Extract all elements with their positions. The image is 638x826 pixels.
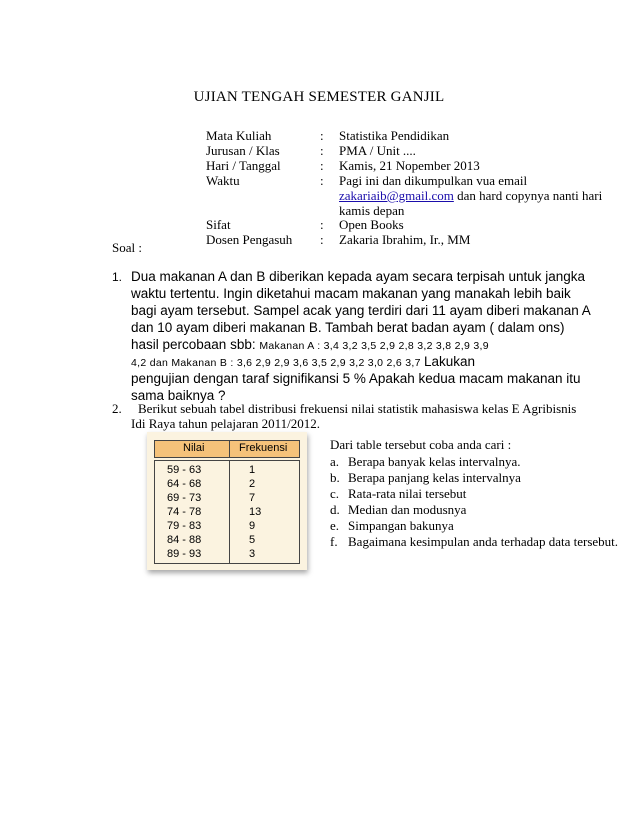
data-values-a: Makanan A : 3,4 3,2 3,5 2,9 2,8 3,2 3,8 2,9 3,9 [259,340,489,352]
info-value-cont-text: dan hard copynya nanti hari [453,188,603,203]
question-text-line: bagi ayam tersebut. Sampel acak yang terdiri dari 11 ayam diberi makanan A [131,303,591,318]
task-intro: Dari table tersebut coba anda cari : [330,437,512,452]
table-row [155,520,299,534]
task-text: Berapa panjang kelas intervalnya [348,470,521,485]
question-number: 1. [112,270,123,284]
info-label: Dosen Pengasuh [206,232,293,247]
table-cell-nilai: 69 - 73 [167,492,202,504]
table-cell-nilai: 64 - 68 [167,478,202,490]
table-cell-frekuensi: 13 [249,506,262,518]
question-text-line: pengujian dengan taraf signifikansi 5 % Apakah kedua macam makanan itu [131,371,581,386]
info-value-cont [339,188,602,203]
page-title: UJIAN TENGAH SEMESTER GANJIL [193,89,445,105]
data-values-b: 4,2 dan Makanan B : 3,6 2,9 2,9 3,6 3,5 2,9 3,2 3,0 2,6 3,7 [131,357,424,369]
info-colon: : [320,158,324,173]
question-text: hasil percobaan sbb: [131,337,260,352]
table-row [155,506,299,520]
task-letter: f. [330,534,338,549]
question-text-line: Dua makanan A dan B diberikan kepada ayam secara terpisah untuk jangka [131,269,586,284]
question-text-line: dan 10 ayam diberi makanan B. Tambah berat badan ayam ( dalam ons) [131,320,565,335]
table-cell-nilai: 74 - 78 [167,506,202,518]
task-letter: c. [330,486,340,501]
info-value: Kamis, 21 Nopember 2013 [339,158,480,173]
table-cell-frekuensi: 3 [249,548,256,560]
info-value: Open Books [339,217,404,232]
table-row [155,464,299,478]
info-value-cont2: kamis depan [339,203,405,218]
table-row [155,492,299,506]
task-text: Rata-rata nilai tersebut [348,486,467,501]
info-colon: : [320,128,324,143]
info-label: Waktu [206,173,240,188]
info-value: Zakaria Ibrahim, Ir., MM [339,232,471,247]
question-text-line: sama baiknya ? [131,388,226,403]
info-value: Statistika Pendidikan [339,128,450,143]
question-text-line: Berikut sebuah tabel distribusi frekuensi nilai statistik mahasiswa kelas E Agribisnis [138,401,577,416]
table-cell-nilai: 59 - 63 [167,464,202,476]
question-text-line: Idi Raya tahun pelajaran 2011/2012. [131,416,321,431]
task-text: Simpangan bakunya [348,518,454,533]
task-letter: e. [330,518,340,533]
info-colon: : [320,143,324,158]
task-text: Median dan modusnya [348,502,467,517]
info-colon: : [320,217,324,232]
table-header [154,440,300,458]
info-value: PMA / Unit .... [339,143,416,158]
info-label: Mata Kuliah [206,128,272,143]
question-number: 2. [112,401,122,416]
info-colon: : [320,232,324,247]
info-label: Hari / Tanggal [206,158,281,173]
info-label: Jurusan / Klas [206,143,280,158]
table-cell-frekuensi: 5 [249,534,256,546]
table-row [155,548,299,562]
task-letter: d. [330,502,340,517]
task-letter: b. [330,470,340,485]
table-header-nilai: Nilai [183,442,205,454]
table-row [155,478,299,492]
email-link[interactable]: zakariaib@gmail.com [339,188,454,203]
table-row [155,534,299,548]
table-header-frekuensi: Frekuensi [239,442,288,454]
table-cell-frekuensi: 2 [249,478,256,490]
info-label: Sifat [206,217,231,232]
question-text: Lakukan [423,354,475,369]
table-body [154,460,300,564]
frequency-table [147,432,307,570]
task-text: Bagaimana kesimpulan anda terhadap data tersebut. [348,534,619,549]
info-value: Pagi ini dan dikumpulkan vua email [339,173,528,188]
table-divider [229,441,230,457]
questions-label: Soal : [112,240,142,255]
table-cell-frekuensi: 7 [249,492,256,504]
table-cell-nilai: 79 - 83 [167,520,202,532]
task-letter: a. [330,454,340,469]
task-text: Berapa banyak kelas intervalnya. [348,454,521,469]
table-cell-nilai: 84 - 88 [167,534,202,546]
question-text-line: waktu tertentu. Ingin diketahui macam makanan yang manakah lebih baik [131,286,571,301]
table-cell-nilai: 89 - 93 [167,548,202,560]
table-cell-frekuensi: 9 [249,520,256,532]
table-cell-frekuensi: 1 [249,464,256,476]
info-colon: : [320,173,324,188]
